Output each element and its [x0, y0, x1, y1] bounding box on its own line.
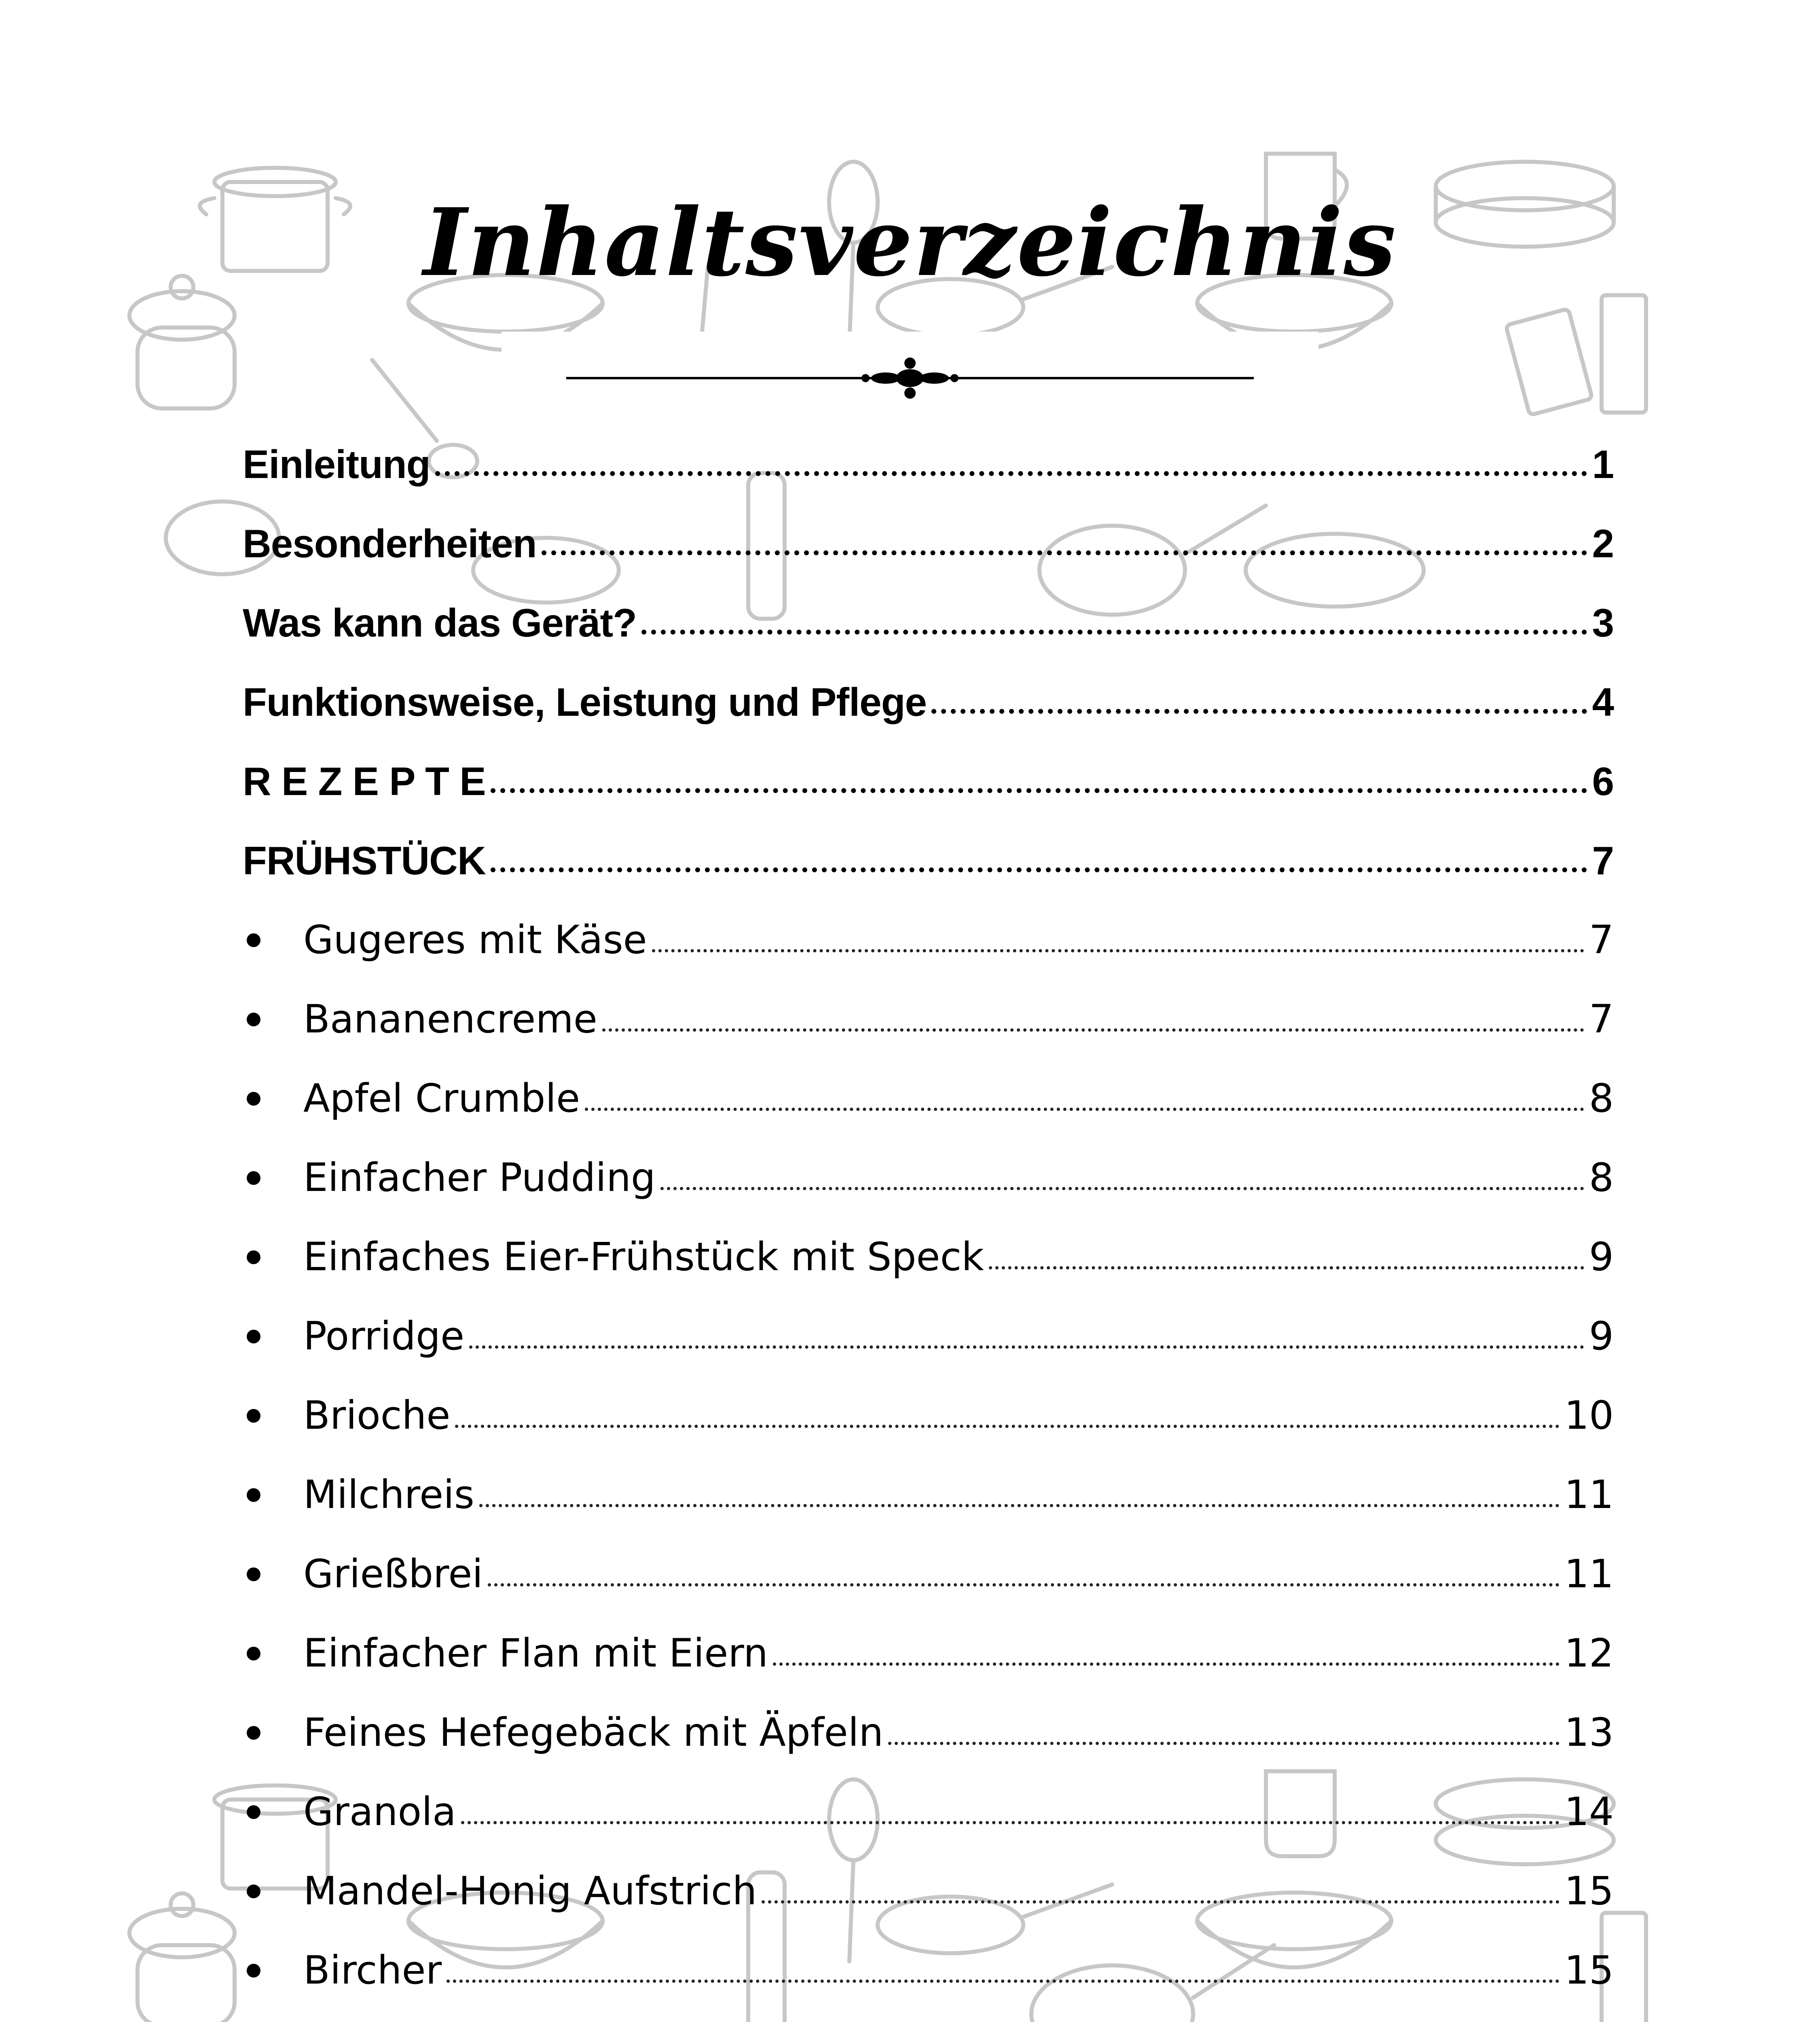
toc-chapter-entry[interactable] [243, 583, 1614, 662]
toc-recipe-entry[interactable] [243, 979, 1614, 1059]
page-title: Inhaltsverzeichnis [423, 188, 1397, 297]
toc-recipe-entry[interactable] [243, 1138, 1614, 1217]
toc-recipe-entry[interactable] [243, 1059, 1614, 1138]
toc-entry-label: Bircher [303, 1948, 442, 1993]
toc-page-number: 7 [1592, 838, 1614, 883]
toc-entry-label: Feines Hefegebäck mit Äpfeln [303, 1710, 884, 1755]
toc-entry-label: Apfel Crumble [303, 1076, 580, 1121]
toc-page-number: 15 [1564, 1868, 1614, 1914]
scale-icon [1506, 309, 1592, 415]
toc-page-number: 10 [1564, 1393, 1614, 1438]
toc-page-number: 9 [1589, 1313, 1614, 1359]
toc-chapter-entry[interactable] [243, 504, 1614, 583]
toc-entry-label: Mandel-Honig Aufstrich [303, 1868, 757, 1914]
toc-chapter-entry[interactable] [243, 425, 1614, 504]
dot-leader [488, 1583, 1560, 1586]
dot-leader [455, 1424, 1559, 1428]
toc-page-number: 15 [1564, 1948, 1614, 1993]
toc-page-number: 11 [1564, 1551, 1614, 1597]
toc-recipe-entry[interactable] [243, 1614, 1614, 1693]
toc-page-number: 3 [1592, 600, 1614, 645]
toc-entry-label: Milchreis [303, 1472, 474, 1517]
toc-chapter-entry[interactable] [243, 662, 1614, 742]
lid-icon [129, 1893, 235, 2022]
toc-entry-label: Einfacher Flan mit Eiern [303, 1631, 768, 1676]
toc-recipe-entry[interactable] [243, 2010, 1614, 2022]
dot-leader [762, 1900, 1559, 1904]
toc-page-number: 13 [1564, 1710, 1614, 1755]
toc-entry-label: Was kann das Gerät? [243, 600, 637, 645]
toc-page-number: 12 [1564, 1631, 1614, 1676]
toc-entry-label: Einfacher Pudding [303, 1155, 656, 1200]
toc-recipe-entry[interactable] [243, 1851, 1614, 1931]
toc-recipe-entry[interactable] [243, 1772, 1614, 1851]
dot-leader [888, 1741, 1560, 1745]
toc-chapter-entry[interactable] [243, 742, 1614, 821]
toc-chapter-entry[interactable] [243, 821, 1614, 900]
dot-leader [461, 1821, 1560, 1824]
toc-entry-label: FRÜHSTÜCK [243, 838, 486, 883]
toc-page-number: 7 [1589, 996, 1614, 1042]
toc-page-number: 7 [1589, 917, 1614, 962]
grater-icon [1602, 295, 1646, 412]
dot-leader [602, 1028, 1584, 1032]
toc-recipe-entry[interactable] [243, 1217, 1614, 1297]
toc-page-number: 9 [1589, 1234, 1614, 1280]
dot-leader [469, 1345, 1584, 1349]
dot-leader [435, 471, 1587, 476]
toc-recipe-entry[interactable] [243, 1534, 1614, 1614]
toc-page-number: 8 [1589, 1076, 1614, 1121]
flourish-divider-icon [566, 356, 1254, 400]
toc-page-number: 14 [1564, 1789, 1614, 1834]
toc-entry-label: Besonderheiten [243, 521, 537, 566]
dot-leader [491, 867, 1587, 872]
dot-leader [931, 709, 1587, 714]
dot-leader [773, 1662, 1560, 1666]
toc-recipe-entry[interactable] [243, 1455, 1614, 1534]
dot-leader [542, 550, 1587, 555]
toc-entry-label: Grießbrei [303, 1551, 483, 1597]
dot-leader [447, 1979, 1560, 1983]
toc-entry-label: Einfaches Eier-Frühstück mit Speck [303, 1234, 984, 1280]
toc-recipe-entry[interactable] [243, 900, 1614, 979]
table-of-contents [243, 425, 1614, 2022]
dot-leader [660, 1187, 1584, 1190]
dot-leader [491, 788, 1587, 793]
dot-leader [989, 1266, 1584, 1269]
toc-page-number: 1 [1592, 442, 1614, 486]
toc-page-number: 11 [1564, 1472, 1614, 1517]
toc-page-number: 8 [1589, 1155, 1614, 1200]
dot-leader [641, 629, 1587, 635]
toc-entry-label: R E Z E P T E [243, 759, 486, 804]
toc-entry-label: Granola [303, 1789, 456, 1834]
toc-entry-label: Bananencreme [303, 996, 597, 1042]
toc-page-number: 4 [1592, 679, 1614, 724]
toc-recipe-entry[interactable] [243, 1297, 1614, 1376]
toc-entry-label: Funktionsweise, Leistung und Pflege [243, 679, 927, 724]
toc-entry-label: Gugeres mit Käse [303, 917, 647, 962]
toc-recipe-entry[interactable] [243, 1376, 1614, 1455]
dot-leader [479, 1504, 1560, 1507]
toc-page-number: 2 [1592, 521, 1614, 566]
toc-page-number: 6 [1592, 759, 1614, 804]
toc-entry-label: Einleitung [243, 442, 430, 486]
toc-recipe-entry[interactable] [243, 1931, 1614, 2010]
toc-recipe-entry[interactable] [243, 1693, 1614, 1772]
toc-entry-label: Porridge [303, 1313, 465, 1359]
dot-leader [652, 949, 1584, 952]
toc-entry-label: Brioche [303, 1393, 451, 1438]
dot-leader [585, 1107, 1584, 1111]
